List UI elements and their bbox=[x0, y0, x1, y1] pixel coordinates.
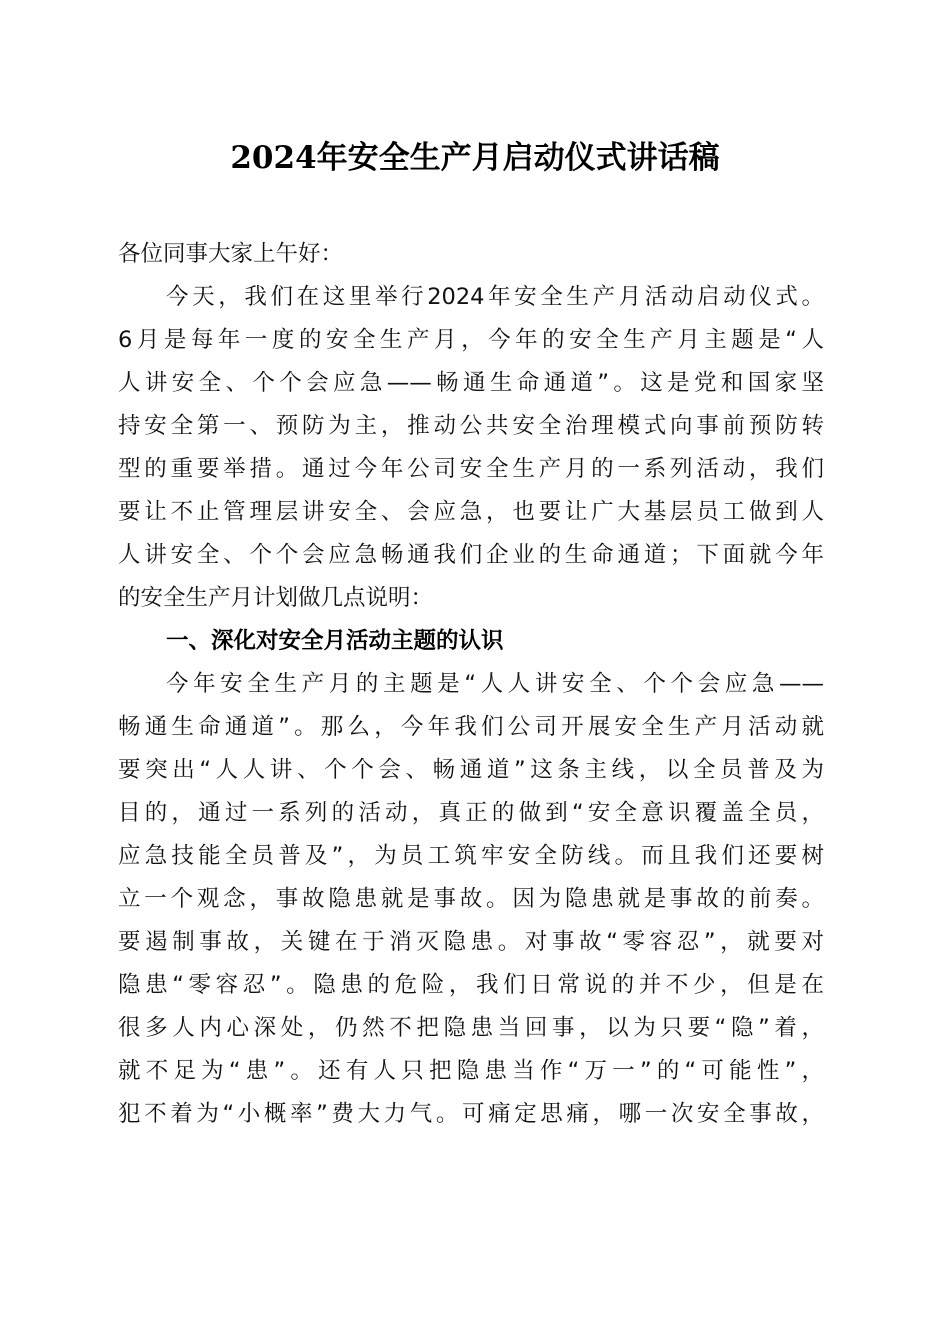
paragraph-2-line: 要突出“人人讲、个个会、畅通道”这条主线，以全员普及为 bbox=[118, 757, 824, 783]
paragraph-2-line: 隐患“零容忍”。隐患的危险，我们日常说的并不少，但是在 bbox=[118, 972, 824, 998]
paragraph-1-line: 今天，我们在这里举行2024年安全生产月活动启动仪式。 bbox=[166, 284, 824, 310]
paragraph-2-line: 就不足为“患”。还有人只把隐患当作“万一”的“可能性”， bbox=[118, 1058, 824, 1084]
paragraph-2-line: 犯不着为“小概率”费大力气。可痛定思痛，哪一次安全事故， bbox=[118, 1101, 824, 1127]
paragraph-2-line: 畅通生命通道”。那么，今年我们公司开展安全生产月活动就 bbox=[118, 714, 824, 740]
document-title: 2024年安全生产月启动仪式讲话稿 bbox=[230, 140, 720, 176]
paragraph-1-line: 人讲安全、个个会应急——畅通生命通道”。这是党和国家坚 bbox=[118, 370, 824, 396]
paragraph-2-line: 目的，通过一系列的活动，真正的做到“安全意识覆盖全员， bbox=[118, 800, 824, 826]
paragraph-1-line: 人讲安全、个个会应急畅通我们企业的生命通道；下面就今年 bbox=[118, 542, 824, 568]
paragraph-1-line: 的安全生产月计划做几点说明： bbox=[118, 585, 434, 611]
paragraph-1-line: 型的重要举措。通过今年公司安全生产月的一系列活动，我们 bbox=[118, 456, 824, 482]
paragraph-2-line: 今年安全生产月的主题是“人人讲安全、个个会应急—— bbox=[166, 671, 824, 697]
paragraph-2-line: 很多人内心深处，仍然不把隐患当回事，以为只要“隐”着， bbox=[118, 1015, 824, 1041]
paragraph-1-line: 6月是每年一度的安全生产月，今年的安全生产月主题是“人 bbox=[118, 327, 824, 353]
paragraph-2-line: 立一个观念，事故隐患就是事故。因为隐患就是事故的前奏。 bbox=[118, 886, 824, 912]
paragraph-2-line: 要遏制事故，关键在于消灭隐患。对事故“零容忍”，就要对 bbox=[118, 929, 824, 955]
paragraph-1-line: 持安全第一、预防为主，推动公共安全治理模式向事前预防转 bbox=[118, 413, 824, 439]
section-1-heading: 一、深化对安全月活动主题的认识 bbox=[166, 628, 504, 654]
paragraph-2-line: 应急技能全员普及”，为员工筑牢安全防线。而且我们还要树 bbox=[118, 843, 824, 869]
greeting: 各位同事大家上午好： bbox=[118, 241, 344, 267]
paragraph-1-line: 要让不止管理层讲安全、会应急，也要让广大基层员工做到人 bbox=[118, 499, 824, 525]
